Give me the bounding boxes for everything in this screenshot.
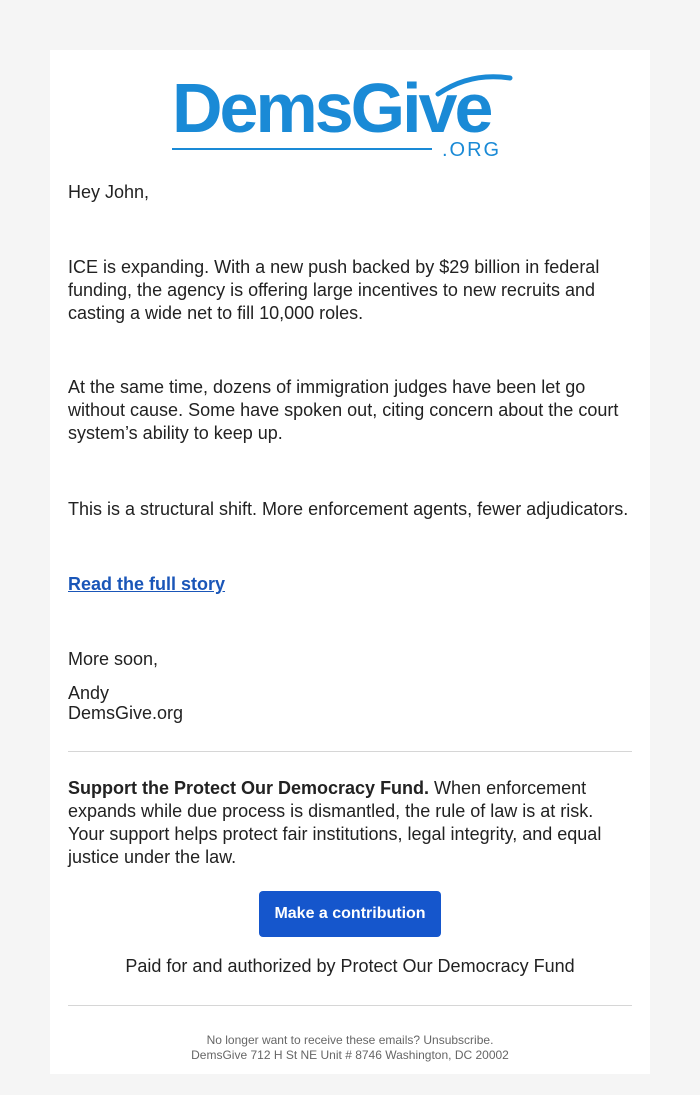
paragraph-immigration-judges: At the same time, dozens of immigration judges have been let go without cause. Some have spoken out, citing concern about the court system’s ability to keep up. <box>68 377 619 443</box>
support-paragraph <box>68 777 632 869</box>
unsubscribe-text[interactable]: No longer want to receive these emails? Unsubscribe. <box>206 1033 494 1047</box>
closing: More soon, <box>68 649 159 669</box>
support-body: When enforcement expands while due process is dismantled, the rule of law is at risk. Your support helps protect fair institutions, legal integrity, and equal justice under the law. <box>68 778 602 867</box>
greeting: Hey John, <box>68 182 150 202</box>
read-story-paragraph <box>68 573 632 596</box>
signature-name: Andy <box>68 683 110 703</box>
email-card <box>50 50 650 1074</box>
demsgive-logo[interactable] <box>50 70 650 170</box>
signature <box>68 683 632 723</box>
paid-for-disclaimer: Paid for and authorized by Protect Our Democracy Fund <box>125 956 575 976</box>
logo-suffix: .ORG <box>442 139 502 161</box>
paragraph-ice-expanding: ICE is expanding. With a new push backed by $29 billion in federal funding, the agency is offering large incentives to new recruits and casting a wide net to fill 10,000 roles. <box>68 257 600 323</box>
make-contribution-button[interactable]: Make a contribution <box>259 891 441 937</box>
logo-wordmark: DemsGive <box>172 70 491 147</box>
signature-org: DemsGive.org <box>68 703 184 723</box>
read-full-story-link[interactable]: Read the full story <box>68 574 226 594</box>
paragraph-structural-shift: This is a structural shift. More enforcement agents, fewer adjudicators. <box>68 499 629 519</box>
mailing-address: DemsGive 712 H St NE Unit # 8746 Washington, DC 20002 <box>191 1048 509 1062</box>
logo-icon <box>170 70 530 170</box>
support-heading: Support the Protect Our Democracy Fund. <box>68 778 430 798</box>
footer-divider <box>68 1005 632 1006</box>
divider <box>68 751 632 752</box>
